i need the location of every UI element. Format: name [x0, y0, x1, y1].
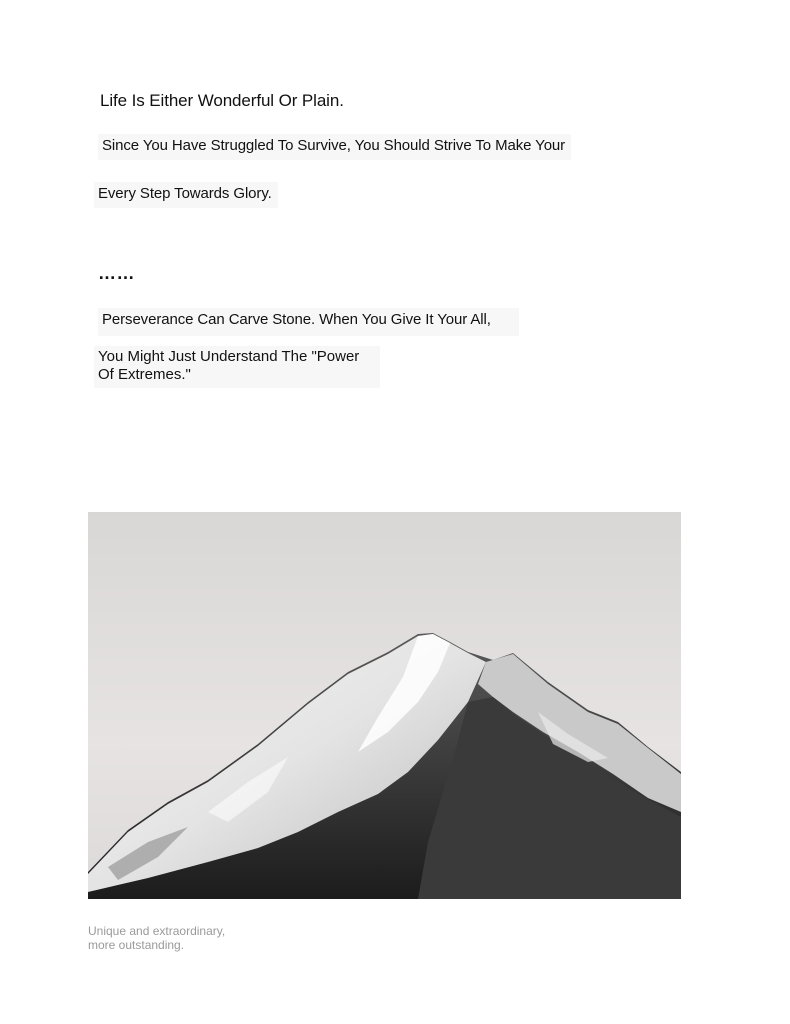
caption-line2: more outstanding.: [88, 938, 185, 952]
mountain-photo: [88, 512, 681, 899]
image-caption: [88, 924, 225, 952]
page-title: Life Is Either Wonderful Or Plain.: [100, 91, 344, 110]
paragraph2-line3: Of Extremes.": [98, 366, 191, 383]
paragraph1-line1: Since You Have Struggled To Survive, You Should Strive To Make Your: [98, 134, 571, 160]
paragraph2-line2: You Might Just Understand The "Power: [98, 348, 360, 365]
paragraph2-line1: Perseverance Can Carve Stone. When You Give It Your All,: [98, 308, 519, 336]
paragraph2-block: [94, 346, 380, 388]
paragraph1-line2: Every Step Towards Glory.: [94, 182, 278, 208]
ellipsis-separator: ……: [98, 263, 135, 283]
caption-line1: Unique and extraordinary,: [88, 924, 226, 938]
